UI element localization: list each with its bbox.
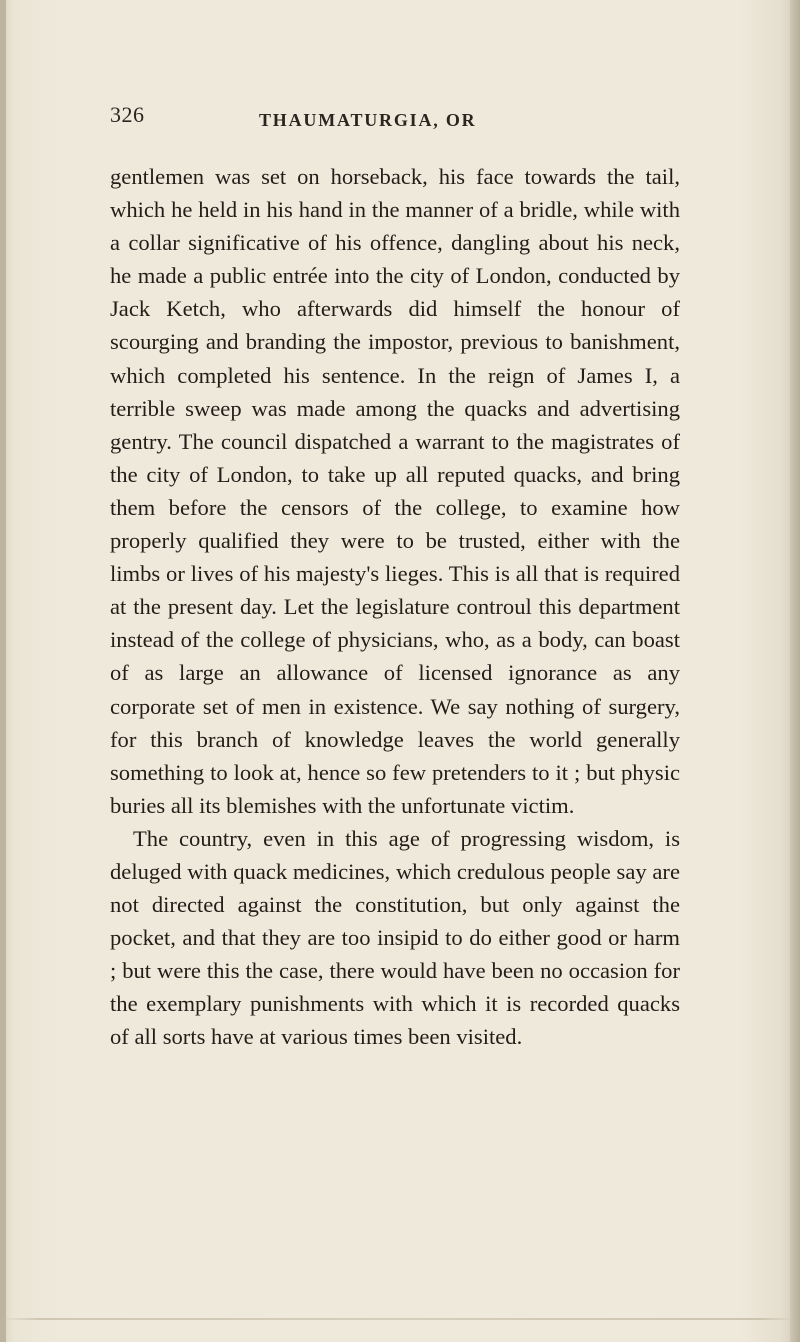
- page-right-edge: [790, 0, 800, 1342]
- page-bottom-edge: [0, 1318, 800, 1320]
- page-number: 326: [110, 102, 145, 127]
- paragraph: gentlemen was set on horseback, his face towards the tail, which he held in his hand in the manner of a bridle, while with a collar significative of his offence, dangling about his neck, he made a public entrée into the city of London, conducted by Jack Ketch, who afterwards did himself the honour of scourging and branding the impostor, previous to banishment, which completed his sentence. In the reign of James I, a terrible sweep was made among the quacks and advertising gentry. The council dispatched a warrant to the magistrates of the city of London, to take up all reputed quacks, and bring them before the censors of the college, to examine how properly qualified they were to be trusted, either with the limbs or lives of his majesty's lieges. This is all that is required at the present day. Let the legislature controul this department instead of the college of physicians, who, as a body, can boast of as large an allowance of licensed ignorance as any corporate set of men in existence. We say nothing of surgery, for this branch of knowledge leaves the world generally something to look at, hence so few pretenders to it ; but physic buries all its blemishes with the unfortunate victim.: [110, 164, 680, 818]
- page-header: [0, 102, 800, 142]
- page-left-edge: [0, 0, 6, 1342]
- body-text: [110, 160, 680, 1054]
- running-head: THAUMATURGIA, OR: [259, 110, 477, 130]
- paragraph: The country, even in this age of progressing wisdom, is deluged with quack medicines, which credulous people say are not directed against the constitution, but only against the pocket, and that they are too insipid to do either good or harm ; but were this the case, there would have been no occasion for the exemplary punishments with which it is recorded quacks of all sorts have at various times been visited.: [110, 825, 680, 1050]
